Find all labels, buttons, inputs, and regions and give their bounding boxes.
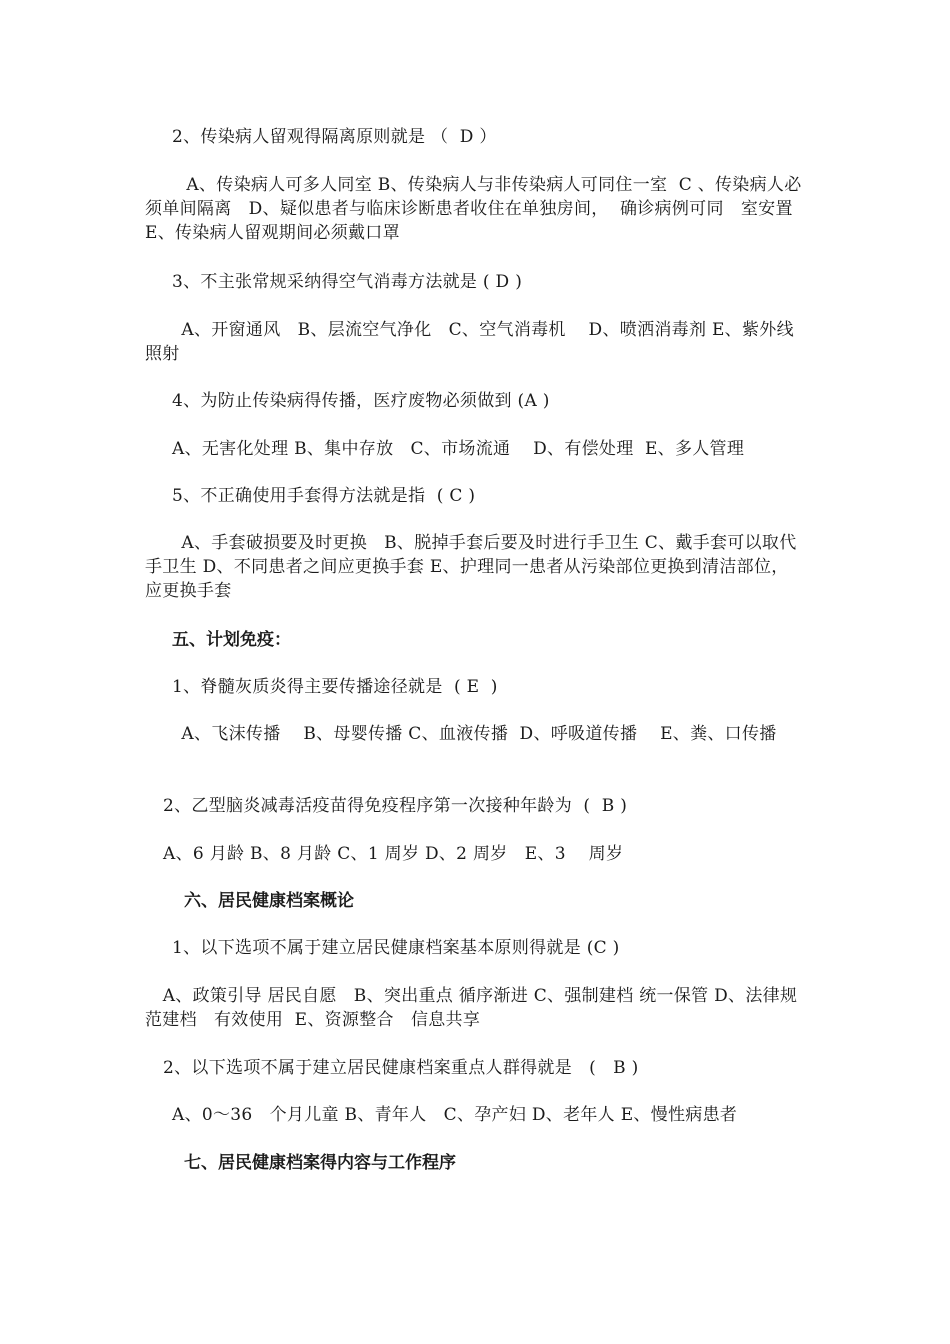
question-3-options: A、开窗通风 B、层流空气净化 C、空气消毒机 D、喷洒消毒剂 E、紫外线照射	[145, 320, 794, 364]
question-2-options: A、传染病人可多人同室 B、传染病人与非传染病人可同住一室 C 、传染病人必须单间隔离 D、疑似患者与临床诊断患者收住在单独房间， 确诊病例可同 室安置 E、传染病人留观期间必须戴口罩	[145, 175, 802, 243]
question-4-options: A、无害化处理 B、集中存放 C、市场流通 D、有偿处理 E、多人管理	[172, 439, 745, 459]
question-4: 4、为防止传染病得传播，医疗废物必须做到 (A )	[172, 391, 550, 411]
question-5-1-options: A、飞沫传播 B、母婴传播 C、血液传播 D、呼吸道传播 E、粪、口传播	[170, 724, 777, 744]
question-2: 2、传染病人留观得隔离原则就是 （ D ）	[172, 127, 497, 147]
question-6-2-options: A、0～36 个月儿童 B、青年人 C、孕产妇 D、老年人 E、慢性病患者	[172, 1105, 738, 1125]
section-heading-5: 五、计划免疫：	[172, 630, 291, 650]
section-heading-6: 六、居民健康档案概论	[184, 891, 354, 911]
question-5-2: 2、乙型脑炎减毒活疫苗得免疫程序第一次接种年龄为 ( B )	[163, 796, 628, 816]
question-5-2-options: A、6 月龄 B、8 月龄 C、1 周岁 D、2 周岁 E、3 周岁	[163, 844, 624, 864]
question-6-1-options: A、政策引导 居民自愿 B、突出重点 循序渐进 C、强制建档 统一保管 D、法律规范建档 有效使用 E、资源整合 信息共享	[145, 986, 798, 1030]
question-5: 5、不正确使用手套得方法就是指 ( C )	[172, 486, 476, 506]
section-heading-7: 七、居民健康档案得内容与工作程序	[184, 1153, 456, 1173]
question-5-options: A、手套破损要及时更换 B、脱掉手套后要及时进行手卫生 C、戴手套可以取代手卫生 D、不同患者之间应更换手套 E、护理同一患者从污染部位更换到清洁部位， 应更换手套	[145, 533, 800, 601]
question-5-1: 1、脊髓灰质炎得主要传播途径就是 ( E )	[172, 677, 498, 697]
question-3: 3、不主张常规采纳得空气消毒方法就是 ( D )	[172, 272, 523, 292]
question-6-2: 2、以下选项不属于建立居民健康档案重点人群得就是 ( B )	[163, 1058, 639, 1078]
question-6-1: 1、以下选项不属于建立居民健康档案基本原则得就是 (C )	[172, 938, 620, 958]
